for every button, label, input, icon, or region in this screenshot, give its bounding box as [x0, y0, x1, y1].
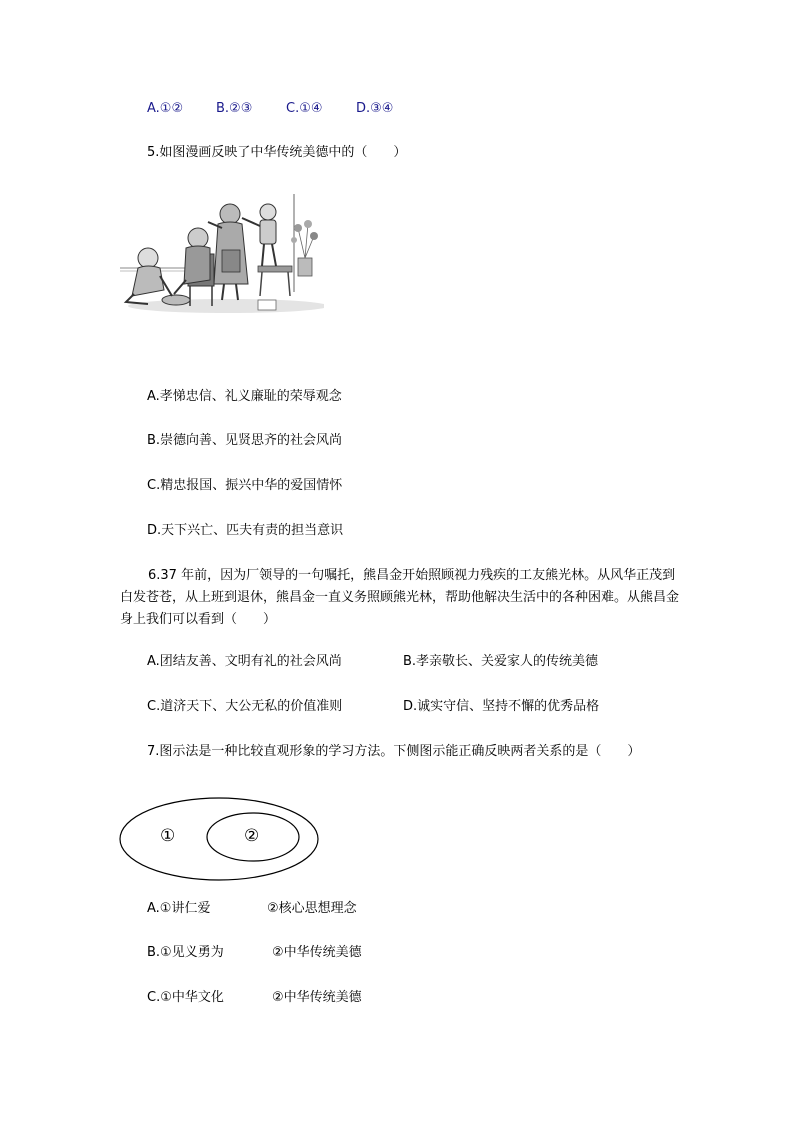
q5-option-d: D.天下兴亡、匹夫有责的担当意识: [147, 523, 344, 538]
q6-option-d: D.诚实守信、坚持不懈的优秀品格: [403, 699, 600, 714]
q5-option-b: B.崇德向善、见贤思齐的社会风尚: [147, 433, 343, 448]
q7-option-b-first: B.①见义勇为: [147, 945, 224, 960]
q5-option-c: C.精忠报国、振兴中华的爱国情怀: [147, 478, 343, 493]
q6-option-c: C.道济天下、大公无私的价值准则: [147, 699, 343, 714]
q7-stem: 7.图示法是一种比较直观形象的学习方法。下侧图示能正确反映两者关系的是（ ）: [147, 744, 641, 759]
q7-option-c-first: C.①中华文化: [147, 990, 224, 1005]
q7-option-c-second: ②中华传统美德: [272, 990, 362, 1005]
q4-option-a: A.①②: [147, 101, 184, 116]
venn-outer-label: ①: [160, 826, 176, 846]
q7-option-a-second: ②核心思想理念: [267, 901, 357, 916]
venn-inner-label: ②: [244, 826, 260, 846]
q4-option-b: B.②③: [216, 101, 253, 116]
q7-option-a-first: A.①讲仁爱: [147, 901, 211, 916]
venn-diagram: [116, 795, 324, 883]
cartoon-illustration: [118, 188, 324, 316]
q4-option-d: D.③④: [356, 101, 394, 116]
q6-stem: 6.37 年前，因为厂领导的一句嘱托，熊昌金开始照顾视力残疾的工友熊光林。从风华正茂到白发苍苍，从上班到退休，熊昌金一直义务照顾熊光林，帮助他解决生活中的各种困难。从熊昌金身上我们可以看到（ ）: [120, 568, 680, 627]
outer-ellipse: [120, 798, 318, 880]
q5-stem: 5.如图漫画反映了中华传统美德中的（ ）: [147, 145, 407, 160]
q6-option-b: B.孝亲敬长、关爱家人的传统美德: [403, 654, 599, 669]
q5-option-a: A.孝悌忠信、礼义廉耻的荣辱观念: [147, 389, 342, 404]
q4-option-c: C.①④: [286, 101, 323, 116]
q7-option-b-second: ②中华传统美德: [272, 945, 362, 960]
q6-option-a: A.团结友善、文明有礼的社会风尚: [147, 654, 342, 669]
